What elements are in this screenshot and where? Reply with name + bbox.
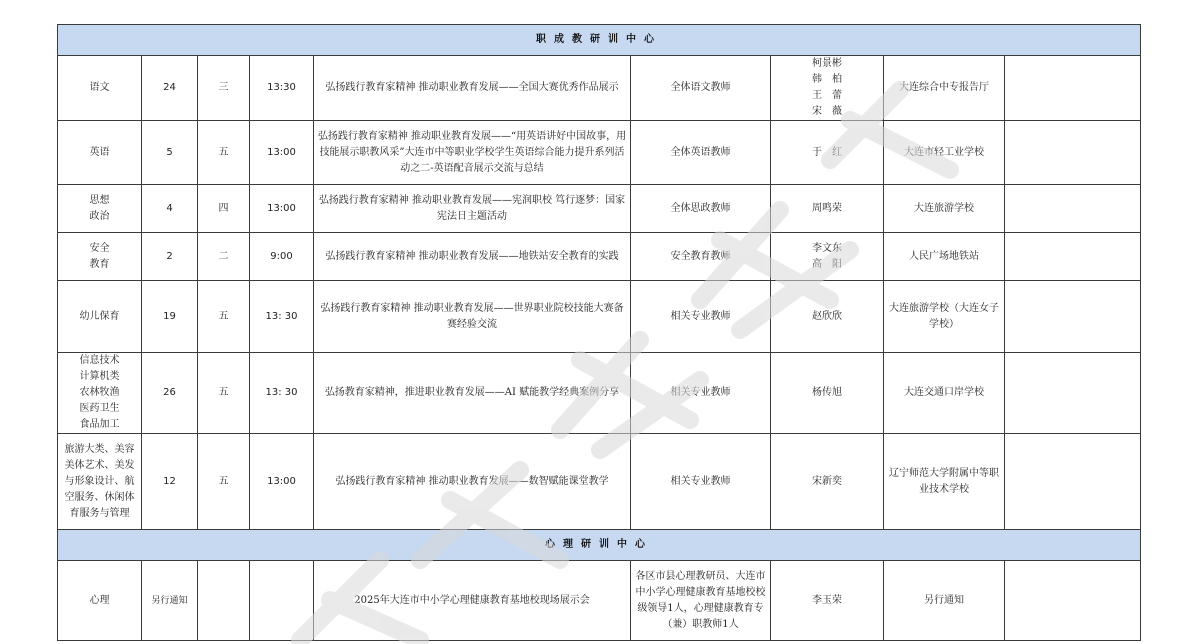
count-cell: 24	[142, 56, 198, 121]
weekday-cell: 五	[198, 434, 250, 530]
section-header-row	[58, 530, 1141, 561]
table-row	[58, 185, 1141, 233]
topic-cell: 弘扬践行教育家精神 推动职业教育发展——全国大赛优秀作品展示	[314, 56, 631, 121]
table-row	[58, 121, 1141, 185]
participants-cell: 各区市县心理教研员、大连市中小学心理健康教育基地校校级领导1人，心理健康教育专（兼）职教师1人	[631, 561, 771, 641]
subject-cell: 信息技术 计算机类 农林牧渔 医药卫生 食品加工	[58, 353, 142, 434]
empty-cell	[1005, 121, 1141, 185]
section-title: 职成教研训中心	[58, 25, 1141, 56]
topic-cell: 弘扬践行教育家精神 推动职业教育发展——宪润职校 笃行逐梦：国家宪法日主题活动	[314, 185, 631, 233]
time-cell: 13:00	[250, 434, 314, 530]
table-row	[58, 561, 1141, 641]
participants-cell: 相关专业教师	[631, 434, 771, 530]
weekday-cell: 五	[198, 121, 250, 185]
topic-cell: 弘扬践行教育家精神 推动职业教育发展——“用英语讲好中国故事，用技能展示职教风采”大连市中等职业学校学生英语综合能力提升系列活动之二-英语配音展示交流与总结	[314, 121, 631, 185]
empty-cell	[1005, 56, 1141, 121]
subject-cell: 语文	[58, 56, 142, 121]
leader-cell: 李玉荣	[771, 561, 884, 641]
subject-cell: 幼儿保育	[58, 281, 142, 353]
time-cell: 13:00	[250, 121, 314, 185]
participants-cell: 相关专业教师	[631, 353, 771, 434]
count-cell: 2	[142, 233, 198, 281]
subject-cell: 旅游大类、美容美体艺术、美发与形象设计、航空服务、休闲体育服务与管理	[58, 434, 142, 530]
leader-cell: 周鸣荣	[771, 185, 884, 233]
subject-cell: 安全 教育	[58, 233, 142, 281]
topic-cell: 弘扬教育家精神，推进职业教育发展——AI 赋能教学经典案例分享	[314, 353, 631, 434]
location-cell: 大连市轻工业学校	[884, 121, 1005, 185]
location-cell: 大连旅游学校	[884, 185, 1005, 233]
location-cell: 辽宁师范大学附属中等职业技术学校	[884, 434, 1005, 530]
topic-cell: 弘扬践行教育家精神 推动职业教育发展——地铁站安全教育的实践	[314, 233, 631, 281]
section-header-row	[58, 25, 1141, 56]
location-cell: 大连旅游学校（大连女子学校）	[884, 281, 1005, 353]
table-row	[58, 434, 1141, 530]
schedule-table	[57, 24, 1141, 641]
empty-cell	[1005, 233, 1141, 281]
subject-cell: 思想 政治	[58, 185, 142, 233]
participants-cell: 全体英语教师	[631, 121, 771, 185]
leader-cell: 杨传旭	[771, 353, 884, 434]
leader-cell: 赵欣欣	[771, 281, 884, 353]
weekday-cell: 二	[198, 233, 250, 281]
count-cell: 另行通知	[142, 561, 198, 641]
count-cell: 26	[142, 353, 198, 434]
time-cell: 13: 30	[250, 353, 314, 434]
empty-cell	[1005, 561, 1141, 641]
count-cell: 5	[142, 121, 198, 185]
weekday-cell: 五	[198, 281, 250, 353]
count-cell: 12	[142, 434, 198, 530]
time-cell: 13: 30	[250, 281, 314, 353]
location-cell: 大连交通口岸学校	[884, 353, 1005, 434]
weekday-cell: 四	[198, 185, 250, 233]
weekday-cell: 三	[198, 56, 250, 121]
participants-cell: 相关专业教师	[631, 281, 771, 353]
participants-cell: 全体思政教师	[631, 185, 771, 233]
time-cell: 9:00	[250, 233, 314, 281]
empty-cell	[1005, 281, 1141, 353]
leader-cell: 宋新奕	[771, 434, 884, 530]
time-cell	[250, 561, 314, 641]
section-title: 心理研训中心	[58, 530, 1141, 561]
table-row	[58, 233, 1141, 281]
location-cell: 另行通知	[884, 561, 1005, 641]
leader-cell: 柯景彬 韩 柏 王 蕾 宋 薇	[771, 56, 884, 121]
empty-cell	[1005, 185, 1141, 233]
time-cell: 13:30	[250, 56, 314, 121]
participants-cell: 安全教育教师	[631, 233, 771, 281]
empty-cell	[1005, 353, 1141, 434]
location-cell: 大连综合中专报告厅	[884, 56, 1005, 121]
table-row	[58, 353, 1141, 434]
leader-cell: 于 红	[771, 121, 884, 185]
subject-cell: 心理	[58, 561, 142, 641]
weekday-cell	[198, 561, 250, 641]
subject-cell: 英语	[58, 121, 142, 185]
weekday-cell: 五	[198, 353, 250, 434]
time-cell: 13:00	[250, 185, 314, 233]
leader-cell: 李文东 高 阳	[771, 233, 884, 281]
location-cell: 人民广场地铁站	[884, 233, 1005, 281]
topic-cell: 弘扬践行教育家精神 推动职业教育发展——世界职业院校技能大赛备赛经验交流	[314, 281, 631, 353]
table-row	[58, 56, 1141, 121]
table-row	[58, 281, 1141, 353]
count-cell: 4	[142, 185, 198, 233]
empty-cell	[1005, 434, 1141, 530]
count-cell: 19	[142, 281, 198, 353]
participants-cell: 全体语文教师	[631, 56, 771, 121]
topic-cell: 2025年大连市中小学心理健康教育基地校现场展示会	[314, 561, 631, 641]
topic-cell: 弘扬践行教育家精神 推动职业教育发展——数智赋能课堂教学	[314, 434, 631, 530]
